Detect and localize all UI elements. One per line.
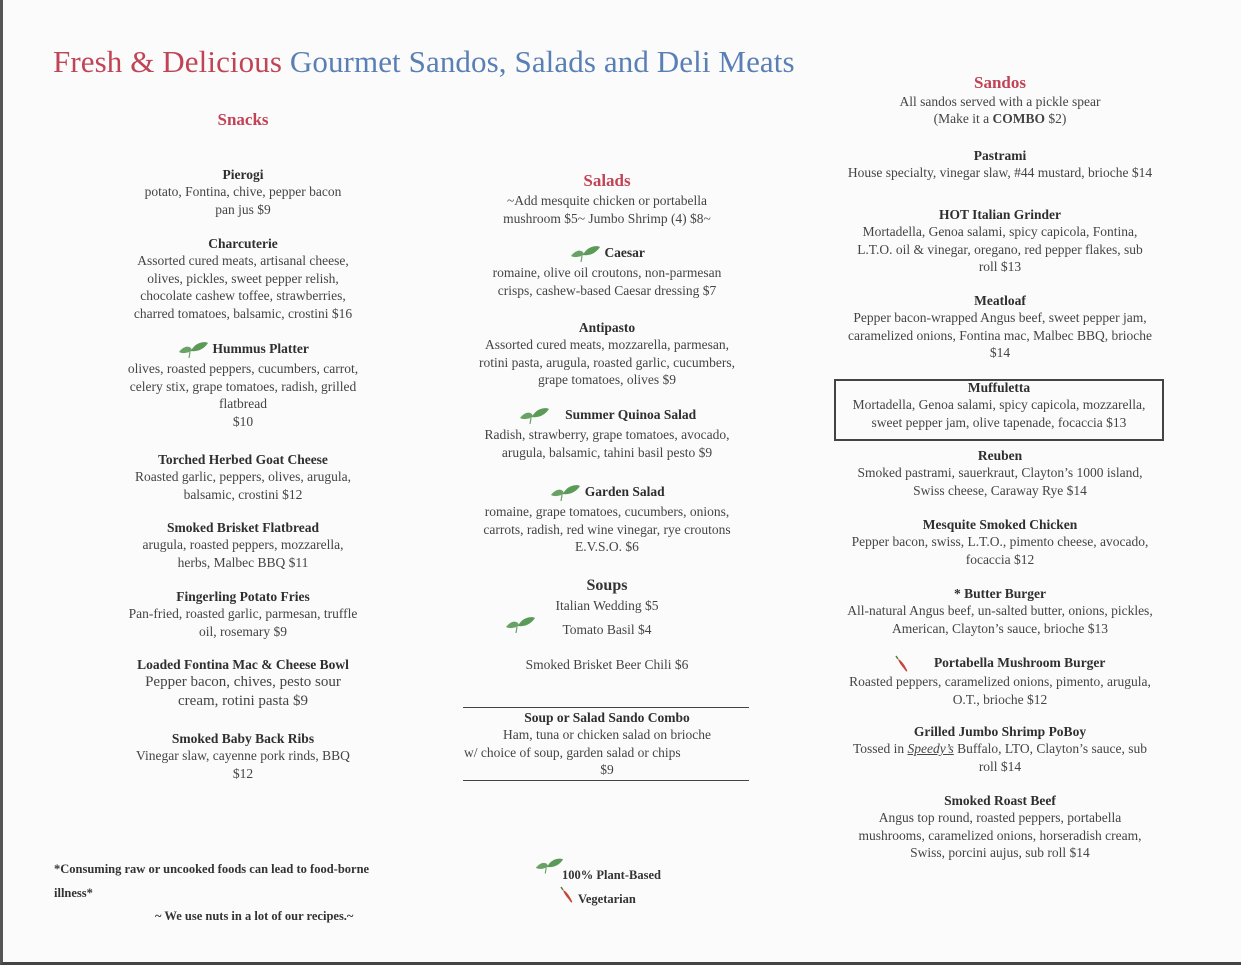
item-name: Smoked Baby Back Ribs [171,731,315,746]
title-part-blue: Gourmet Sandos, Salads and Deli Meats [289,44,795,79]
item-desc-line: flatbread [219,396,267,411]
item-desc-line: Swiss cheese, Caraway Rye $14 [913,482,1087,498]
item-desc-line: rotini pasta, arugula, roasted garlic, cucumbers, [478,354,736,370]
item-desc-line: oil, rosemary $9 [198,623,288,639]
item-desc-line: balsamic, crostini $12 [183,486,303,502]
snacks-title: Snacks [217,110,269,129]
soup-item: Smoked Brisket Beer Chili $6 [525,657,689,672]
title-part-red: Fresh & Delicious [53,44,283,79]
item-desc-line: House specialty, vinegar slaw, #44 mustard, brioche $14 [847,165,1153,180]
item-name-row [462,244,752,264]
item-desc-line: $9 [600,762,614,777]
item-name: Pierogi [222,167,264,182]
menu-item-antipasto [452,320,762,389]
combo-note-pre: (Make it a [933,111,993,126]
combo-section [462,710,752,779]
item-name: Portabella Mushroom Burger [933,655,1106,671]
menu-item-shrimp-poboy [828,724,1172,775]
menu-item-potato-fries [112,589,374,640]
item-name: Torched Herbed Goat Cheese [158,452,328,467]
item-desc-line: celery stix, grape tomatoes, radish, grilled [129,378,357,394]
salads-note-line: ~Add mesquite chicken or portabella [507,193,707,208]
item-desc-line: Radish, strawberry, grape tomatoes, avocado, [484,427,730,442]
food-warning-line: *Consuming raw or uncooked foods can lead to food-borne [54,862,370,876]
item-desc-line: mushrooms, caramelized onions, horseradish cream, [858,827,1142,843]
menu-item-butter-burger [828,586,1172,637]
menu-item-baby-back-ribs [112,731,374,782]
item-desc-line: Mortadella, Genoa salami, spicy capicola, mozzarella, [852,397,1146,412]
item-name: Pastrami [973,148,1027,163]
menu-item-reuben [828,448,1172,499]
soup-item-row [462,621,752,639]
menu-item-hummus-platter [106,340,380,430]
menu-item-quinoa-salad [452,406,762,461]
item-desc-line: arugula, roasted peppers, mozzarella, [142,537,344,552]
item-name: Grilled Jumbo Shrimp PoBoy [913,724,1087,739]
menu-item-garden-salad [452,483,762,556]
item-desc-line: Pepper bacon, swiss, L.T.O., pimento cheese, avocado, [851,534,1149,549]
item-name-row [106,340,380,360]
item-desc-line: $10 [232,413,254,429]
item-name: Reuben [977,448,1023,463]
item-desc-line: Vinegar slaw, cayenne pork rinds, BBQ [136,748,350,763]
item-name-row [452,483,762,503]
item-name-row [452,406,762,426]
item-desc-line: arugula, balsamic, tahini basil pesto $9 [501,444,713,460]
leaf-icon [549,483,581,503]
item-desc-line: olives, pickles, sweet pepper relish, [147,270,339,286]
item-desc-line: Swiss, porcini aujus, sub roll $14 [910,845,1090,860]
item-desc-line: w/ choice of soup, garden salad or chips [464,744,681,760]
item-name: Fingerling Potato Fries [176,589,310,604]
menu-item-meatloaf [828,293,1172,362]
item-name: Loaded Fontina Mac & Cheese Bowl [137,657,349,672]
soups-title: Soups [586,577,628,594]
leaf-icon [177,340,209,360]
item-name: Muffuletta [967,380,1031,395]
item-desc-line: cream, rotini pasta $9 [178,693,308,709]
leaf-icon [534,856,564,876]
menu-item-muffuletta [834,380,1164,431]
legend-plant-label: 100% Plant-Based [562,868,661,882]
salads-note [462,192,752,227]
leaf-icon [569,244,601,264]
combo-top-rule [463,707,749,708]
menu-item-pierogi [112,167,374,218]
item-name: Hummus Platter [212,341,309,357]
sandos-column [828,0,1172,965]
item-name: Smoked Brisket Flatbread [166,520,319,535]
item-desc-line: crisps, cashew-based Caesar dressing $7 [497,282,717,298]
item-name: Charcuterie [208,236,278,251]
item-name: Antipasto [578,320,636,335]
chili-pepper-icon [560,886,578,904]
item-desc-line: Smoked pastrami, sauerkraut, Clayton’s 1000 island, [857,465,1143,480]
salads-title: Salads [583,171,631,190]
menu-item-pastrami [828,148,1172,182]
item-name: Mesquite Smoked Chicken [922,517,1078,532]
salads-column [462,0,752,965]
item-desc-line: charred tomatoes, balsamic, crostini $16 [133,305,353,321]
item-desc-line: Roasted peppers, caramelized onions, pimento, arugula, [849,674,1151,689]
item-desc-line: E.V.S.O. $6 [575,539,639,554]
item-desc-line: carrots, radish, red wine vinegar, rye croutons [483,521,731,537]
item-desc-line [828,740,1172,758]
combo-note-post: $2) [1044,111,1067,126]
item-name: Garden Salad [584,484,665,500]
item-name: Caesar [604,245,645,261]
item-desc-line: Pan-fried, roasted garlic, parmesan, truffle [128,606,358,621]
item-desc-line: focaccia $12 [965,551,1035,567]
legend-veg-label: Vegetarian [578,892,636,906]
snacks-column [112,0,374,965]
item-desc-line: herbs, Malbec BBQ $11 [177,554,309,570]
menu-item-italian-grinder [828,207,1172,276]
menu-item-goat-cheese [112,452,374,503]
speedys-brand: Speedy’s [907,741,954,756]
item-desc-line: Mortadella, Genoa salami, spicy capicola, Fontina, [862,224,1138,239]
menu-item-portabella-burger [828,655,1172,708]
menu-item-charcuterie [112,236,374,322]
item-desc-line: L.T.O. oil & vinegar, oregano, red pepper flakes, sub [857,241,1143,257]
salads-note-line: mushroom $5~ Jumbo Shrimp (4) $8~ [503,210,711,226]
item-name: Smoked Roast Beef [944,793,1056,808]
nuts-notice: ~ We use nuts in a lot of our recipes.~ [155,909,354,923]
menu-item-brisket-flatbread [112,520,374,571]
item-name: Meatloaf [974,293,1026,308]
combo-note-bold: COMBO [992,111,1045,126]
item-desc-line: Roasted garlic, peppers, olives, arugula, [135,469,351,484]
item-name: Soup or Salad Sando Combo [524,710,690,725]
item-desc-line: olives, roasted peppers, cucumbers, carrot, [127,361,359,376]
sandos-subtitle: All sandos served with a pickle spear [899,94,1101,109]
menu-item-roast-beef [828,793,1172,862]
menu-item-caesar [462,244,752,299]
item-name: Summer Quinoa Salad [565,407,697,423]
chili-pepper-icon [895,655,913,673]
item-desc-line: romaine, olive oil croutons, non-parmesan [492,265,722,280]
item-name: HOT Italian Grinder [938,207,1061,222]
item-desc-line: roll $14 [978,758,1022,774]
item-desc-line: Ham, tuna or chicken salad on brioche [502,727,712,742]
item-name-row [828,655,1172,673]
item-desc-line: Pepper bacon-wrapped Angus beef, sweet pepper jam, [853,310,1147,325]
item-desc-line: grape tomatoes, olives $9 [538,372,676,387]
item-desc-line: $14 [989,345,1011,360]
combo-bottom-rule [463,780,749,781]
menu-item-mac-cheese [112,657,374,711]
item-desc-line: O.T., brioche $12 [952,691,1048,707]
item-desc-line: $12 [232,765,254,781]
sandos-title: Sandos [974,73,1026,92]
item-desc-line: sweet pepper jam, olive tapenade, focaccia $13 [871,414,1127,430]
item-desc-line: All-natural Angus beef, un-salted butter, onions, pickles, [847,603,1153,618]
item-desc-line: potato, Fontina, chive, pepper bacon [144,184,342,199]
leaf-icon [518,406,550,426]
sandos-combo-note [828,110,1172,128]
item-desc-line: American, Clayton’s sauce, brioche $13 [892,620,1108,636]
desc-pre: Tossed in [852,741,908,756]
item-desc-line: chocolate cashew toffee, strawberries, [140,288,346,303]
desc-post: Buffalo, LTO, Clayton’s sauce, sub [953,741,1148,756]
item-desc-line: Assorted cured meats, artisanal cheese, [137,253,349,268]
item-desc-line: Pepper bacon, chives, pesto sour [145,674,341,690]
item-desc-line: romaine, grape tomatoes, cucumbers, onions, [484,504,730,519]
item-desc-line: Angus top round, roasted peppers, portabella [878,810,1122,825]
item-desc-line: Assorted cured meats, mozzarella, parmesan, [484,337,730,352]
item-name: * Butter Burger [954,586,1046,601]
item-desc-line: roll $13 [978,259,1022,274]
food-warning-line: illness* [54,886,93,900]
item-desc-line: pan jus $9 [215,201,271,217]
menu-item-mesquite-chicken [828,517,1172,568]
soup-item: Tomato Basil $4 [562,622,652,637]
soup-item: Italian Wedding $5 [555,598,659,613]
leaf-icon [504,615,536,635]
item-desc-line: caramelized onions, Fontina mac, Malbec BBQ, brioche [847,327,1153,343]
